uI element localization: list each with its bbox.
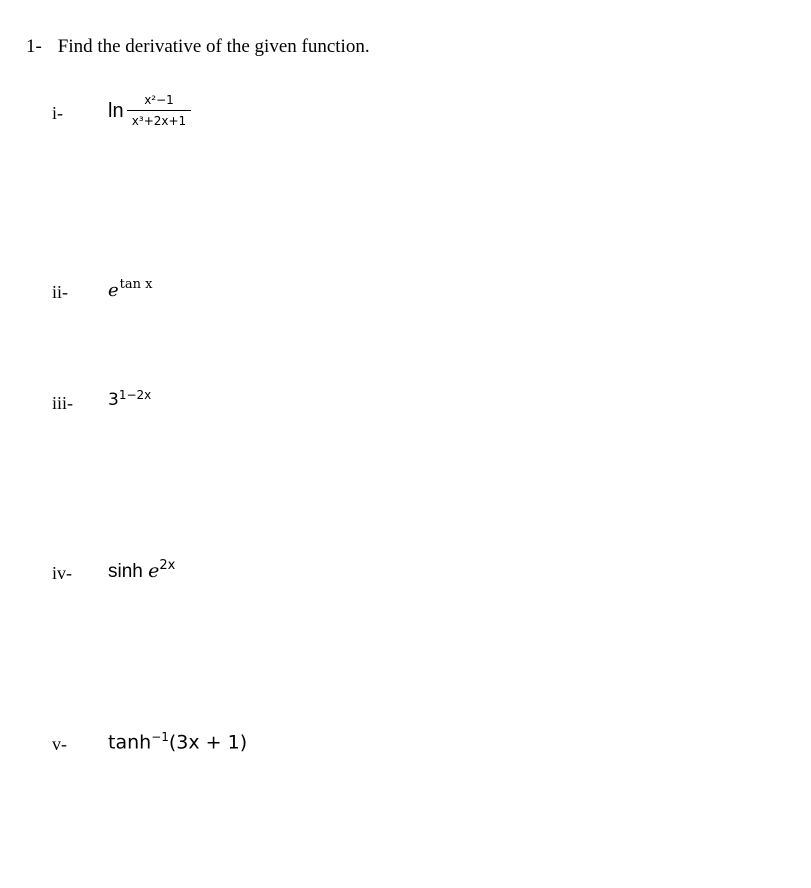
fraction-numerator: x²−1 [144, 93, 174, 107]
expression-base: e [108, 280, 119, 301]
function-argument: (3x + 1) [168, 731, 248, 754]
item-label-v: v- [52, 734, 67, 754]
ln-function: ln [108, 100, 124, 122]
expression-exponent: 1−2x [118, 388, 152, 402]
item-label-ii: ii- [52, 282, 68, 302]
fraction-denominator: x³+2x+1 [131, 114, 187, 128]
expression-base: e [148, 560, 160, 582]
inverse-power: −1 [151, 730, 169, 744]
fraction [127, 92, 191, 129]
question-number: 1- [26, 36, 42, 57]
expression-iv [108, 560, 175, 583]
expression-exponent: 2x [159, 558, 176, 573]
question-text: Find the derivative of the given function. [57, 36, 370, 57]
expression-exponent: tan x [119, 277, 153, 292]
expression-ii [108, 274, 153, 301]
question-heading [26, 36, 370, 58]
item-label-iv: iv- [52, 563, 72, 583]
sinh-function: sinh [108, 561, 143, 582]
tanh-function: tanh [108, 731, 152, 754]
expression-iii [108, 390, 151, 410]
fraction-bar [127, 110, 191, 111]
item-label-iii: iii- [52, 393, 73, 413]
expression-base: 3 [108, 390, 119, 410]
item-label-i: i- [52, 103, 63, 123]
expression-v [108, 730, 247, 753]
